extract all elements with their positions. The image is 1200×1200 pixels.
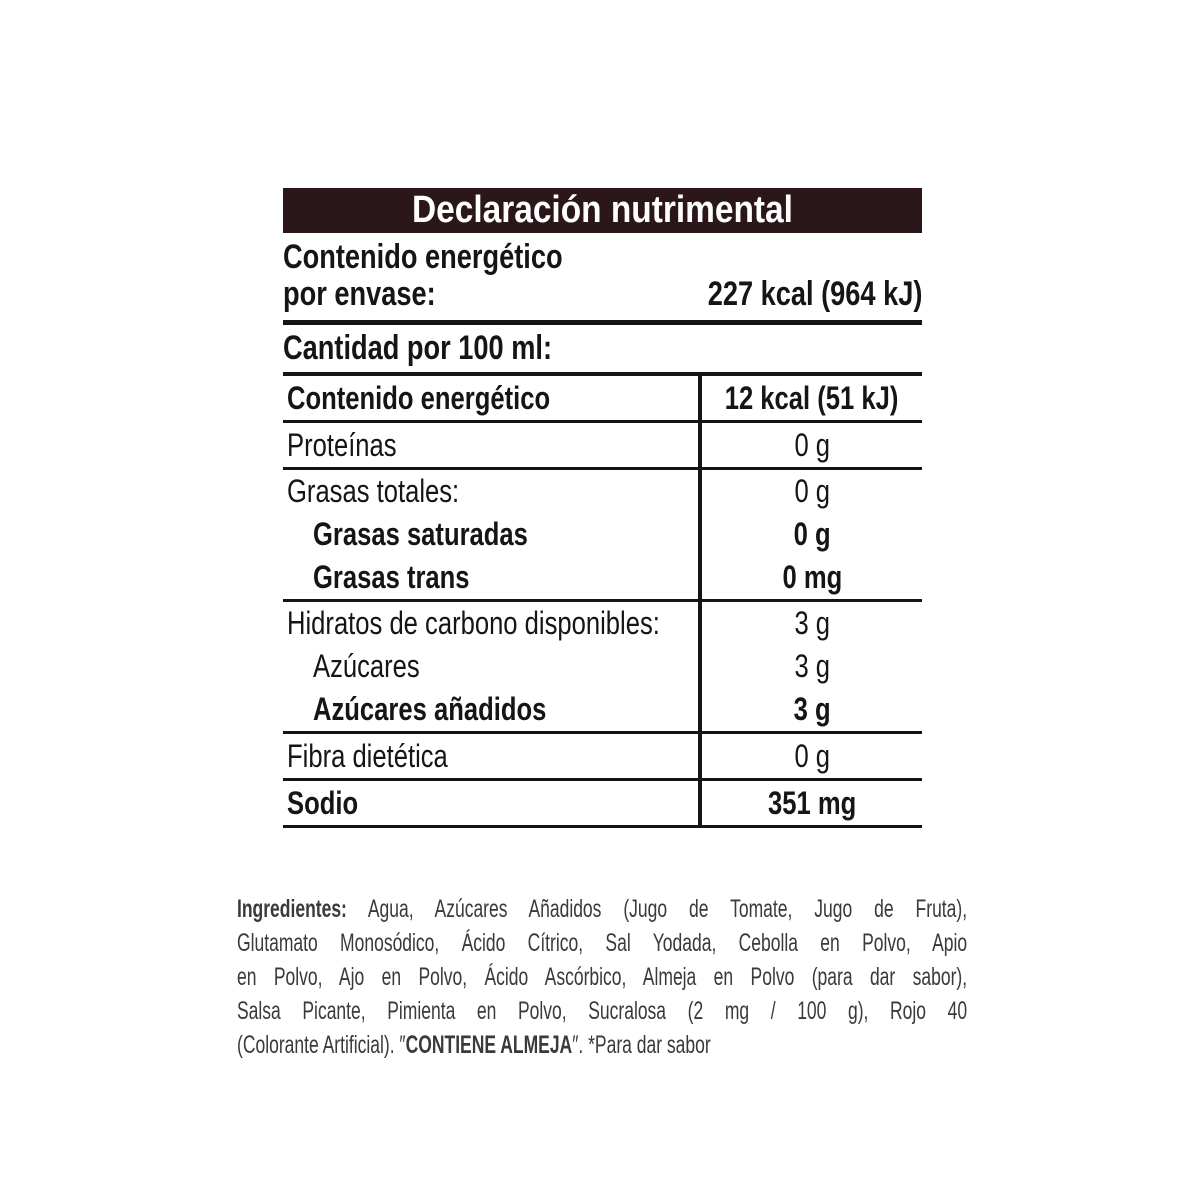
nutrient-sublabel: Azúcares xyxy=(313,648,420,684)
per-100ml-heading-row xyxy=(283,325,922,372)
ingredients-line-4: Salsa Picante, Pimienta en Polvo, Sucralosa (2 mg / 100 g), Rojo 40 xyxy=(237,997,968,1025)
nutrient-sublabel: Grasas trans xyxy=(313,559,470,595)
panel-title: Declaración nutrimental xyxy=(412,189,793,231)
ingredients-line-3: en Polvo, Ajo en Polvo, Ácido Ascórbico, Almeja en Polvo (para dar sabor), xyxy=(237,963,968,991)
energy-per-package-label-line1: Contenido energético xyxy=(283,238,563,276)
nutrient-value: 0 g xyxy=(794,426,830,463)
nutrient-value: 0 mg xyxy=(782,559,842,595)
table-row-energy xyxy=(283,376,922,423)
nutrient-value-cell xyxy=(698,423,922,467)
energy-per-package-label-line2: por envase: xyxy=(283,275,436,313)
nutrient-name-cell xyxy=(283,423,698,467)
table-row-fiber xyxy=(283,734,922,781)
ingredients-section xyxy=(237,892,967,1062)
ingredients-line-1 xyxy=(237,892,967,926)
ingredients-footnote: ″. *Para dar sabor xyxy=(572,1031,711,1059)
nutrient-value-cell xyxy=(698,376,922,420)
nutrient-value-cell xyxy=(698,734,922,778)
nutrient-label: Hidratos de carbono disponibles: xyxy=(287,605,660,641)
nutrient-label: Contenido energético xyxy=(287,379,551,416)
nutrient-value-cell xyxy=(698,470,922,599)
nutrient-label: Sodio xyxy=(287,784,359,821)
nutrient-name-cell xyxy=(283,781,698,825)
energy-per-package-label xyxy=(283,239,632,313)
table-row-fats xyxy=(283,470,922,602)
nutrient-name-cell xyxy=(283,470,698,599)
nutrient-value: 3 g xyxy=(794,648,830,684)
panel-title-bar xyxy=(283,188,922,233)
table-row-protein xyxy=(283,423,922,470)
nutrient-label: Proteínas xyxy=(287,426,397,463)
nutrient-value: 3 g xyxy=(794,605,830,641)
ingredients-text: Agua, Azúcares Añadidos (Jugo de Tomate, Jugo de Fruta), xyxy=(346,895,968,923)
nutrient-name-cell xyxy=(283,376,698,420)
nutrient-value-cell xyxy=(698,602,922,731)
nutrient-value: 12 kcal (51 kJ) xyxy=(725,379,899,416)
table-row-sodium xyxy=(283,781,922,828)
nutrient-value: 0 g xyxy=(794,737,830,774)
ingredients-heading: Ingredientes: xyxy=(237,895,347,923)
nutrient-value-cell xyxy=(698,781,922,825)
nutrient-value: 0 g xyxy=(793,516,831,552)
nutrient-label: Fibra dietética xyxy=(287,737,448,774)
nutrient-sublabel: Azúcares añadidos xyxy=(313,691,547,727)
energy-per-package-value: 227 kcal (964 kJ) xyxy=(707,275,922,313)
nutrient-value: 3 g xyxy=(793,691,831,727)
nutrient-label: Grasas totales: xyxy=(287,473,460,509)
nutrient-value: 351 mg xyxy=(767,784,857,821)
nutrition-facts-panel xyxy=(283,188,922,828)
nutrient-name-cell xyxy=(283,602,698,731)
allergen-statement: CONTIENE ALMEJA xyxy=(405,1031,573,1059)
ingredients-line-5 xyxy=(237,1028,967,1062)
ingredients-line-2: Glutamato Monosódico, Ácido Cítrico, Sal Yodada, Cebolla en Polvo, Apio xyxy=(237,929,968,957)
per-100ml-heading: Cantidad por 100 ml: xyxy=(283,329,553,367)
nutrient-name-cell xyxy=(283,734,698,778)
nutrient-sublabel: Grasas saturadas xyxy=(313,516,528,552)
energy-per-package-row xyxy=(283,239,922,313)
nutrient-value: 0 g xyxy=(794,473,830,509)
ingredients-text: (Colorante Artificial). ″ xyxy=(237,1031,406,1059)
table-row-carbohydrates xyxy=(283,602,922,734)
